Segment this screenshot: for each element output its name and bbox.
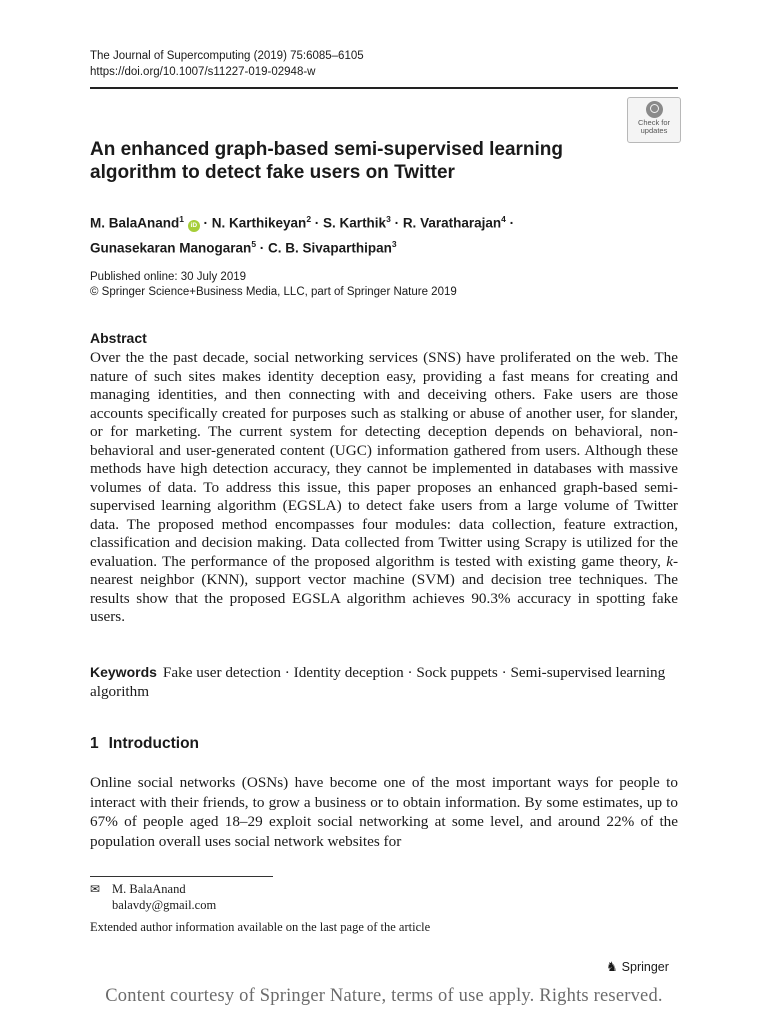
check-for-updates-icon bbox=[646, 101, 663, 118]
abstract-body bbox=[90, 349, 678, 627]
springer-horse-icon: ♞ bbox=[606, 959, 618, 974]
author-name: N. Karthikeyan bbox=[211, 215, 307, 231]
abstract-text: Over the the past decade, social networking services (SNS) have proliferated on the web. The nature of such sites makes identity deception easy, providing a fast means for creating and managing identities, and then connecting with and deceiving others. Fake users are those accounts specifically created for purposes such as stalking or abuse of another user, for slander, or for marketing. The current system for detecting deception depends on behavioral, non-behavioral and user-generated content (UGC) information gathered from users. Although these methods have high detection accuracy, they cannot be implemented in databases with massive volumes of data. To address this issue, this paper proposes an enhanced graph-based semi-supervised learning algorithm (EGSLA) to detect fake users from a large volume of Twitter data. The proposed method encompasses four modules: data collection, feature extraction, classification and decision making. Data collected from Twitter using Scrapy is utilized for the evaluation. The performance of the proposed algorithm is tested with existing game theory, bbox=[90, 349, 678, 570]
abstract-k-italic: k bbox=[666, 552, 673, 570]
author-affiliation: 1 bbox=[179, 214, 184, 224]
header-divider bbox=[90, 87, 678, 89]
publication-info bbox=[90, 270, 457, 300]
badge-line-1: Check for bbox=[637, 118, 671, 127]
author-name: S. Karthik bbox=[323, 215, 387, 231]
corresponding-author-name: M. BalaAnand bbox=[112, 882, 186, 896]
keywords-text: Fake user detection · Identity deception · Sock puppets · Semi-supervised learning algorithm bbox=[90, 664, 666, 700]
paper-title: An enhanced graph-based semi-supervised learning algorithm to detect fake users on Twitter bbox=[90, 139, 564, 183]
author-name: M. BalaAnand bbox=[90, 215, 180, 231]
doi-link[interactable]: https://doi.org/10.1007/s11227-019-02948-w bbox=[90, 66, 316, 78]
journal-citation: The Journal of Supercomputing (2019) 75:6085–6105 bbox=[90, 50, 364, 62]
corresponding-author bbox=[90, 882, 216, 913]
abstract-heading: Abstract bbox=[90, 330, 147, 346]
author-list bbox=[90, 209, 620, 258]
springer-logo bbox=[606, 959, 669, 975]
author-separator: · bbox=[199, 215, 212, 231]
author-affiliation: 2 bbox=[306, 214, 312, 224]
author-separator: · bbox=[505, 215, 515, 231]
orcid-icon[interactable]: iD bbox=[188, 220, 200, 232]
author-name: Gunasekaran Manogaran bbox=[90, 240, 252, 255]
introduction-body: Online social networks (OSNs) have become one of the most important ways for people to interact with their friends, to grow a business or to obtain information. By some estimates, up to 67% of people aged 18–29 exploit social networking at some level, and around 22% of the population overall uses social network websites for bbox=[90, 774, 678, 850]
author-affiliation: 3 bbox=[386, 214, 391, 224]
author-affiliation: 3 bbox=[391, 238, 397, 249]
section-number: 1 bbox=[90, 735, 99, 752]
corresponding-author-email[interactable]: balavdy@gmail.com bbox=[112, 897, 217, 912]
published-date: Published online: 30 July 2019 bbox=[90, 271, 247, 283]
copyright-line: © Springer Science+Business Media, LLC, part of Springer Nature 2019 bbox=[90, 286, 457, 298]
keywords bbox=[90, 663, 678, 701]
check-for-updates-badge[interactable] bbox=[627, 97, 681, 143]
footnote-divider bbox=[90, 876, 273, 877]
watermark: Content courtesy of Springer Nature, terms of use apply. Rights reserved. bbox=[105, 986, 663, 1006]
section-title: Introduction bbox=[108, 735, 200, 752]
author-name: C. B. Sivaparthipan bbox=[268, 240, 392, 255]
author-separator: · bbox=[311, 215, 324, 231]
badge-line-2: updates bbox=[640, 126, 668, 135]
keywords-label: Keywords bbox=[90, 664, 157, 680]
abstract-text-continued: -nearest neighbor (KNN), support vector machine (SVM) and decision tree techniques. The results show that the proposed EGSLA algorithm achieves 90.3% accuracy in spotting fake users. bbox=[90, 552, 678, 625]
section-heading-introduction bbox=[90, 735, 199, 753]
springer-name: Springer bbox=[621, 960, 669, 974]
author-affiliation: 4 bbox=[501, 214, 506, 224]
journal-header bbox=[90, 48, 364, 80]
envelope-icon: ✉ bbox=[90, 882, 101, 896]
author-name: R. Varatharajan bbox=[402, 215, 502, 231]
author-affiliation: 5 bbox=[251, 238, 257, 249]
extended-author-info: Extended author information available on the last page of the article bbox=[90, 920, 431, 934]
author-separator: · bbox=[390, 215, 403, 231]
author-separator: · bbox=[256, 240, 269, 255]
